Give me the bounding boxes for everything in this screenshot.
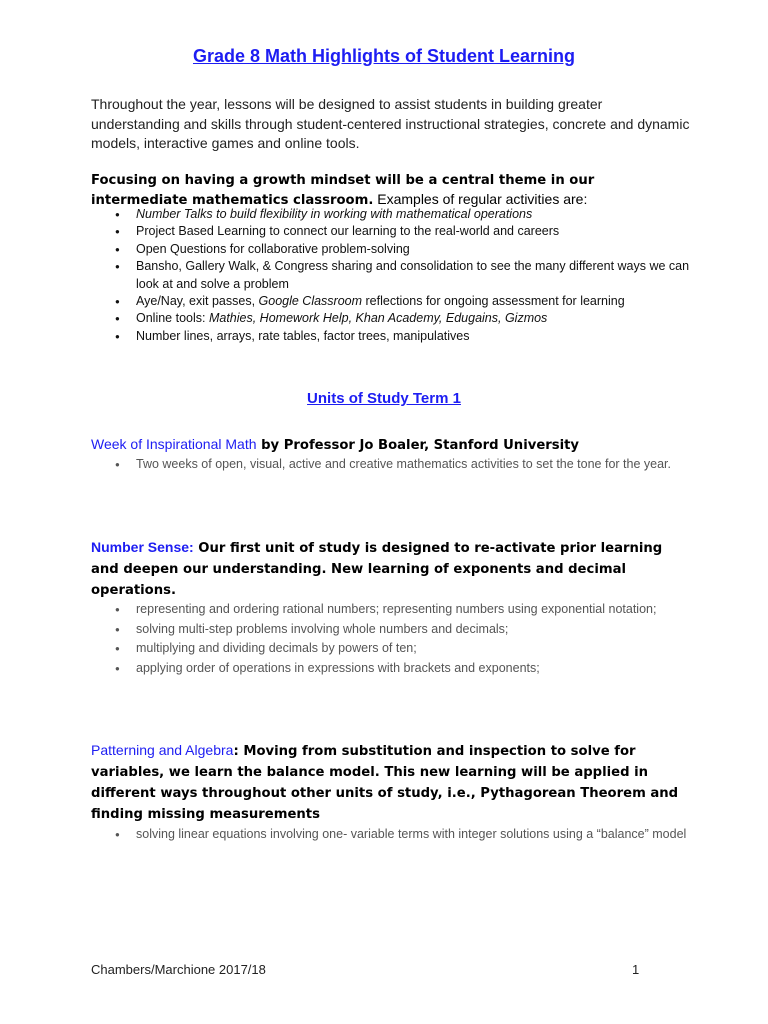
intro-paragraph: Throughout the year, lessons will be designed to assist students in building greater understanding and skills through student-centered instructional strategies, concrete and dynamic models, interactive games and online tools. xyxy=(91,96,690,151)
list-item: ● Project Based Learning to connect our learning to the real-world and careers xyxy=(91,223,691,240)
inspirational-math-list xyxy=(91,455,691,475)
footer-author-year: Chambers/Marchione 2017/18 xyxy=(91,962,266,977)
list-item: ● Number Talks to build flexibility in working with mathematical operations xyxy=(91,206,691,223)
page-number: 1 xyxy=(632,962,640,977)
list-item: ● Open Questions for collaborative problem-solving xyxy=(91,241,691,258)
list-item: ● Aye/Nay, exit passes, Google Classroom reflections for ongoing assessment for learning xyxy=(91,293,691,310)
list-item: ● Online tools: Mathies, Homework Help, Khan Academy, Edugains, Gizmos xyxy=(91,310,691,327)
document-title: Grade 8 Math Highlights of Student Learning xyxy=(192,46,575,66)
growth-mindset-bold-text: Focusing on having a growth mindset will be a central theme in our intermediate mathematics classroom. xyxy=(91,173,595,208)
patterning-algebra-list xyxy=(91,825,691,845)
list-item: ● applying order of operations in expressions with brackets and exponents; xyxy=(91,659,691,679)
number-sense-heading xyxy=(91,537,691,601)
list-item: ● solving multi-step problems involving whole numbers and decimals; xyxy=(91,620,691,640)
list-item: ● Number lines, arrays, rate tables, factor trees, manipulatives xyxy=(91,328,691,345)
number-sense-list xyxy=(91,600,691,678)
units-of-study-heading: Units of Study Term 1 xyxy=(307,390,461,407)
number-sense-description: Our first unit of study is designed to re-activate prior learning and deepen our understanding. New learning of exponents and decimal operations. xyxy=(91,541,663,598)
inspirational-math-heading xyxy=(91,434,691,456)
inspirational-math-label: Week of Inspirational Math xyxy=(91,436,257,452)
list-item: ● Bansho, Gallery Walk, & Congress sharing and consolidation to see the many different ways we can look at and solve a problem xyxy=(91,258,691,293)
list-item: ● multiplying and dividing decimals by powers of ten; xyxy=(91,639,691,659)
patterning-algebra-description: : Moving from substitution and inspection to solve for variables, we learn the balance model. This new learning will be applied in different ways throughout other units of study, i.e., Pythagorean Theorem and finding missing measurements xyxy=(91,744,679,822)
number-sense-label: Number Sense: xyxy=(91,539,194,555)
growth-mindset-rest-text: Examples of regular activities are: xyxy=(373,191,588,207)
list-item: ● representing and ordering rational numbers; representing numbers using exponential notation; xyxy=(91,600,691,620)
list-item: ● solving linear equations involving one- variable terms with integer solutions using a “balance” model xyxy=(91,825,691,845)
patterning-algebra-heading xyxy=(91,740,691,825)
list-item: ● Two weeks of open, visual, active and creative mathematics activities to set the tone for the year. xyxy=(91,455,691,475)
patterning-algebra-label: Patterning and Algebra xyxy=(91,742,234,758)
growth-mindset-paragraph xyxy=(91,170,691,210)
activities-list xyxy=(91,206,691,345)
inspirational-math-byline: by Professor Jo Boaler, Stanford University xyxy=(256,438,580,453)
